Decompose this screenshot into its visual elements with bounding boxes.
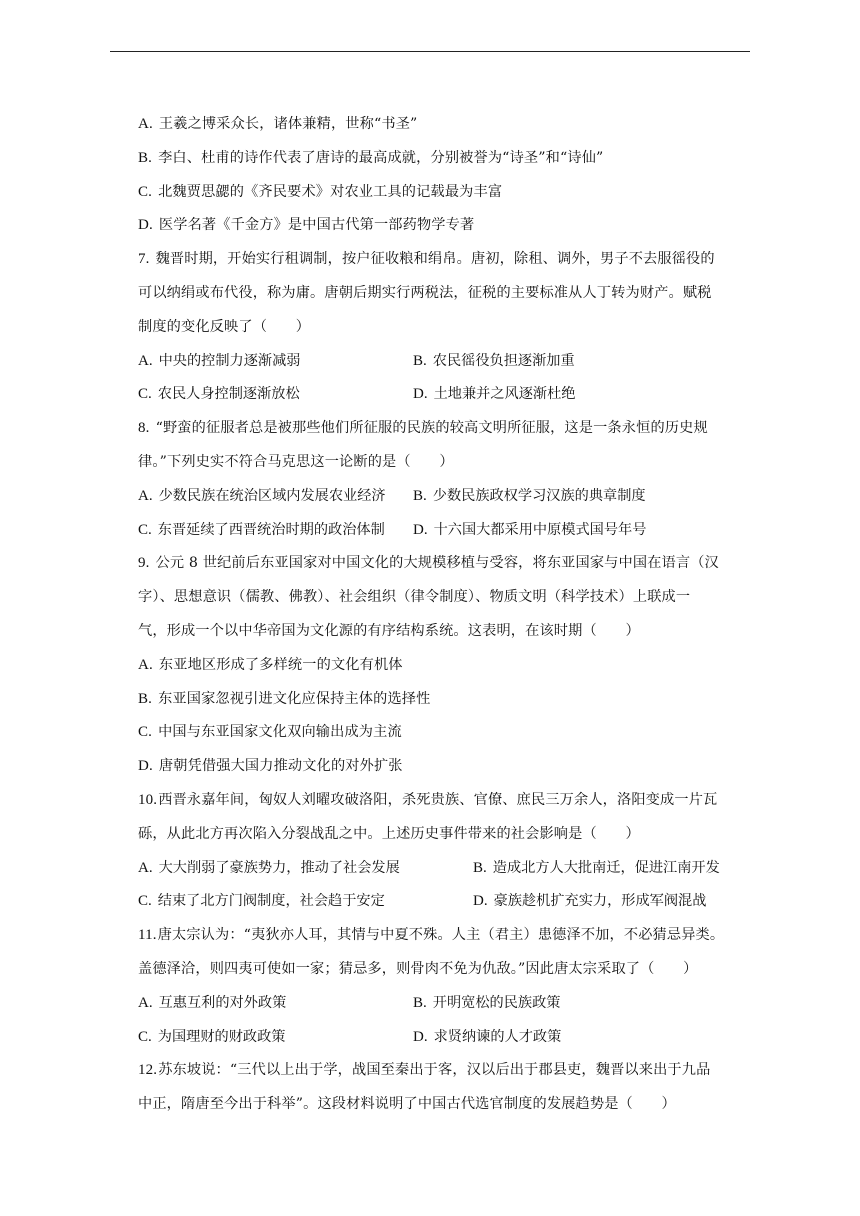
option-text: 东亚国家忽视引进文化应保持主体的选择性 bbox=[158, 690, 431, 707]
q10-stem-line-1 bbox=[138, 784, 750, 818]
option-text: 医学名著《千金方》是中国古代第一部药物学专著 bbox=[158, 217, 475, 234]
option-text: 互惠互利的对外政策 bbox=[158, 994, 287, 1011]
q11-option-a bbox=[138, 987, 413, 1021]
option-text: 中央的控制力逐渐减弱 bbox=[158, 352, 301, 369]
q11-options-row-2 bbox=[138, 1021, 750, 1055]
option-letter: C. bbox=[138, 386, 152, 403]
option-text: 土地兼并之风逐渐杜绝 bbox=[433, 386, 576, 403]
q7-options-row-1 bbox=[138, 345, 750, 379]
option-text: 中国与东亚国家文化双向输出成为主流 bbox=[158, 724, 402, 741]
option-letter: D. bbox=[413, 1028, 428, 1045]
question-number: 11. bbox=[138, 927, 157, 944]
q6-option-d bbox=[138, 209, 750, 243]
q10-option-c bbox=[138, 885, 473, 919]
q10-options-row-1 bbox=[138, 852, 750, 886]
q8-option-b bbox=[413, 480, 646, 514]
option-letter: C. bbox=[138, 183, 153, 200]
q7-option-b bbox=[413, 345, 575, 379]
question-text: 魏晋时期，开始实行租调制，按户征收粮和绢帛。唐初，除租、调外，男子不去服徭役的 bbox=[155, 251, 715, 268]
option-text: 东晋延续了西晋统治时期的政治体制 bbox=[157, 521, 385, 538]
q7-option-d bbox=[413, 378, 575, 412]
option-text: 李白、杜甫的诗作代表了唐诗的最高成就，分别被誉为“诗圣”和“诗仙” bbox=[158, 149, 604, 166]
option-letter: B. bbox=[138, 149, 153, 166]
option-text: 北魏贾思勰的《齐民要术》对农业工具的记载最为丰富 bbox=[158, 183, 503, 200]
option-text: 十六国大都采用中原模式国号年号 bbox=[433, 521, 647, 538]
option-letter: D. bbox=[138, 758, 153, 775]
q9-option-d bbox=[138, 750, 750, 784]
option-letter: D. bbox=[138, 217, 153, 234]
question-text: 西晋永嘉年间，匈奴人刘曜攻破洛阳，杀死贵族、官僚、庶民三万余人，洛阳变成一片瓦 bbox=[158, 791, 718, 808]
option-text: 少数民族政权学习汉族的典章制度 bbox=[432, 487, 646, 504]
option-letter: B. bbox=[138, 690, 153, 707]
q10-option-d bbox=[473, 885, 706, 919]
option-letter: D. bbox=[473, 893, 488, 910]
q8-options-row-2 bbox=[138, 514, 750, 548]
option-letter: B. bbox=[413, 352, 427, 369]
option-letter: C. bbox=[138, 893, 152, 910]
q12-stem-line-1 bbox=[138, 1054, 750, 1088]
option-text: 少数民族在统治区域内发展农业经济 bbox=[158, 487, 386, 504]
option-letter: A. bbox=[138, 116, 153, 132]
option-text: 开明宽松的民族政策 bbox=[432, 994, 561, 1011]
q9-stem-line-3: 气，形成一个以中华帝国为文化源的有序结构系统。这表明，在该时期（ ） bbox=[138, 622, 640, 639]
option-text: 造成北方人大批南迁，促进江南开发 bbox=[492, 859, 720, 876]
q10-options-row-2 bbox=[138, 885, 750, 919]
option-letter: A. bbox=[138, 859, 153, 876]
question-number: 9. bbox=[138, 555, 150, 572]
option-text: 农民人身控制逐渐放松 bbox=[157, 386, 300, 403]
exam-page bbox=[138, 108, 750, 1122]
q7-stem-line-3: 制度的变化反映了（ ） bbox=[138, 318, 311, 335]
option-text: 求贤纳谏的人才政策 bbox=[433, 1028, 562, 1045]
q8-stem-line-2: 律。”下列史实不符合马克思这一论断的是（ ） bbox=[138, 453, 454, 470]
option-letter: A. bbox=[138, 487, 153, 504]
q9-option-a bbox=[138, 649, 750, 683]
q8-options-row-1 bbox=[138, 480, 750, 514]
option-letter: C. bbox=[138, 724, 153, 741]
q12-stem-line-2: 中正，隋唐至今出于科举”。这段材料说明了中国古代选官制度的发展趋势是（ ） bbox=[138, 1096, 676, 1113]
q8-option-a bbox=[138, 480, 413, 514]
question-number: 12. bbox=[138, 1062, 158, 1079]
question-number: 7. bbox=[138, 251, 150, 268]
question-text: 唐太宗认为：“夷狄亦人耳，其情与中夏不殊。人主（君主）患德泽不加，不必猜忌异类。 bbox=[157, 927, 725, 944]
q6-option-c bbox=[138, 176, 750, 210]
q10-option-a bbox=[138, 852, 473, 886]
q11-option-b bbox=[413, 987, 560, 1021]
question-number: 10. bbox=[138, 791, 158, 808]
q9-stem-line-2: 字）、思想意识（儒教、佛教）、社会组织（律令制度）、物质文明（科学技术）上联成一 bbox=[138, 589, 691, 606]
q7-option-c bbox=[138, 378, 413, 412]
q6-option-b bbox=[138, 142, 750, 176]
option-text: 东亚地区形成了多样统一的文化有机体 bbox=[158, 656, 403, 673]
q8-stem-line-1 bbox=[138, 412, 750, 446]
q10-stem-line-2: 砾，从此北方再次陷入分裂战乱之中。上述历史事件带来的社会影响是（ ） bbox=[138, 825, 640, 842]
option-letter: B. bbox=[413, 487, 427, 504]
q11-option-d bbox=[413, 1021, 561, 1055]
option-letter: D. bbox=[413, 386, 428, 403]
option-letter: A. bbox=[138, 994, 153, 1011]
q10-option-b bbox=[473, 852, 720, 886]
q9-option-c bbox=[138, 716, 750, 750]
q8-option-d bbox=[413, 514, 646, 548]
question-text: 苏东坡说：“三代以上出于学，战国至秦出于客，汉以后出于郡县吏，魏晋以来出于九品 bbox=[158, 1062, 711, 1079]
option-letter: B. bbox=[413, 994, 427, 1011]
q11-options-row-1 bbox=[138, 987, 750, 1021]
question-text: “野蛮的征服者总是被那些他们所征服的民族的较高文明所征服，这是一条永恒的历史规 bbox=[155, 420, 708, 437]
q7-stem-line-1 bbox=[138, 243, 750, 277]
option-text: 农民徭役负担逐渐加重 bbox=[432, 352, 575, 369]
option-letter: C. bbox=[138, 521, 152, 538]
option-text: 王羲之博采众长，诸体兼精，世称“书圣” bbox=[158, 116, 418, 132]
q8-option-c bbox=[138, 514, 413, 548]
option-letter: B. bbox=[473, 859, 487, 876]
q11-stem-line-2: 盖德泽洽，则四夷可使如一家；猜忌多，则骨肉不免为仇敌。”因此唐太宗采取了（ ） bbox=[138, 960, 698, 977]
q11-option-c bbox=[138, 1021, 413, 1055]
q7-option-a bbox=[138, 345, 413, 379]
q9-stem-line-1 bbox=[138, 547, 750, 581]
option-text: 豪族趁机扩充实力，形成军阀混战 bbox=[493, 893, 707, 910]
option-letter: A. bbox=[138, 656, 153, 673]
option-text: 结束了北方门阀制度，社会趋于安定 bbox=[157, 893, 385, 910]
option-text: 大大削弱了豪族势力，推动了社会发展 bbox=[158, 859, 400, 876]
q6-option-a bbox=[138, 108, 750, 142]
question-number: 8. bbox=[138, 420, 150, 437]
option-letter: C. bbox=[138, 1028, 152, 1045]
question-text: 公元 8 世纪前后东亚国家对中国文化的大规模移植与受容，将东亚国家与中国在语言（汉 bbox=[155, 555, 719, 572]
q7-options-row-2 bbox=[138, 378, 750, 412]
q9-option-b bbox=[138, 683, 750, 717]
q7-stem-line-2: 可以纳绢或布代役，称为庸。唐朝后期实行两税法，征税的主要标准从人丁转为财产。赋税 bbox=[138, 284, 712, 301]
q11-stem-line-1 bbox=[138, 919, 750, 953]
header-rule bbox=[110, 51, 750, 52]
option-letter: A. bbox=[138, 352, 153, 369]
option-text: 唐朝凭借强大国力推动文化的对外扩张 bbox=[158, 758, 403, 775]
option-letter: D. bbox=[413, 521, 428, 538]
option-text: 为国理财的财政政策 bbox=[157, 1028, 286, 1045]
